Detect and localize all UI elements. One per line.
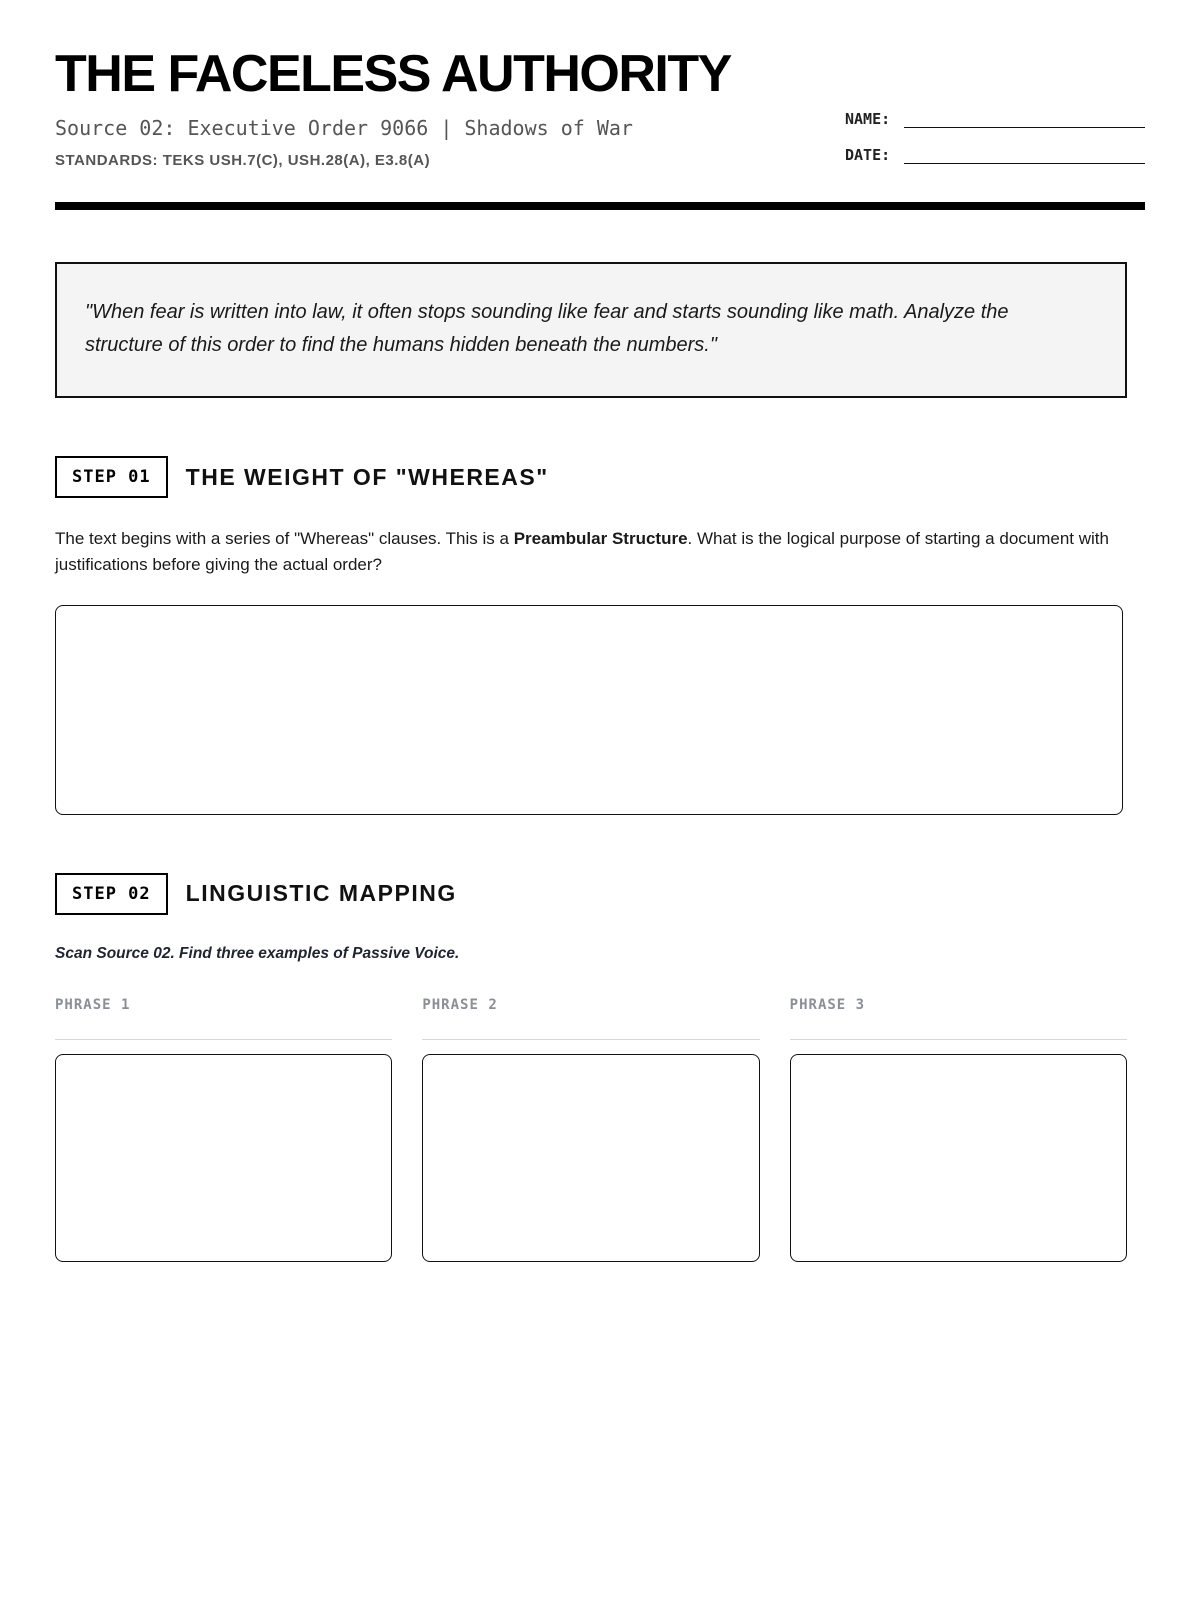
- phrase1-label: PHRASE 1: [55, 996, 131, 1013]
- quote-box: [55, 262, 1127, 398]
- phrase2-divider: [422, 1039, 759, 1040]
- phrase3-divider: [790, 1039, 1127, 1040]
- phrase3-label: PHRASE 3: [789, 996, 866, 1013]
- step2-header: [55, 873, 1145, 915]
- header: [55, 45, 1145, 182]
- phrase-grid: [55, 997, 1127, 1262]
- phrase2-answer-box[interactable]: [422, 1054, 759, 1262]
- date-label: DATE:: [845, 146, 891, 164]
- step1-header: [55, 456, 1145, 498]
- step1-prompt-after: . What is the logical purpose of starting a document with justifications before giving the actual order?: [55, 529, 1109, 575]
- step2-badge: STEP 02: [55, 873, 168, 915]
- name-row: [845, 110, 1145, 128]
- source-subtitle: Source 02: Executive Order 9066 | Shadows of War: [55, 116, 633, 140]
- quote-text: "When fear is written into law, it often stops sounding like fear and starts sounding like math. Analyze the structure of this order to find the humans hidden beneath the numbers.": [85, 301, 1009, 356]
- step2-instruction: Scan Source 02. Find three examples of Passive Voice.: [55, 944, 460, 962]
- phrase3-answer-box[interactable]: [790, 1054, 1127, 1262]
- phrase-column-3: [790, 997, 1127, 1262]
- phrase2-label: PHRASE 2: [422, 996, 498, 1013]
- standards-line: STANDARDS: TEKS USH.7(C), USH.28(A), E3.8(A): [55, 152, 431, 169]
- phrase1-divider: [55, 1039, 392, 1040]
- step1-prompt-before: The text begins with a series of "Whereas" clauses. This is a: [55, 529, 514, 548]
- step1-prompt: [55, 526, 1127, 579]
- step1-title: THE WEIGHT OF "WHEREAS": [185, 463, 549, 490]
- name-date-block: [845, 48, 1145, 182]
- step1-badge: STEP 01: [55, 456, 168, 498]
- header-left: [55, 45, 731, 169]
- step2-title: LINGUISTIC MAPPING: [185, 880, 457, 907]
- name-fill-line[interactable]: [904, 110, 1145, 128]
- page-title: THE FACELESS AUTHORITY: [55, 45, 731, 103]
- phrase-column-2: [422, 997, 759, 1262]
- header-divider: [55, 202, 1145, 210]
- step1-answer-box[interactable]: [55, 605, 1123, 815]
- step1-prompt-bold: Preambular Structure: [513, 529, 688, 548]
- date-fill-line[interactable]: [904, 146, 1145, 164]
- name-label: NAME:: [845, 110, 891, 128]
- phrase1-answer-box[interactable]: [55, 1054, 392, 1262]
- date-row: [845, 146, 1145, 164]
- phrase-column-1: [55, 997, 392, 1262]
